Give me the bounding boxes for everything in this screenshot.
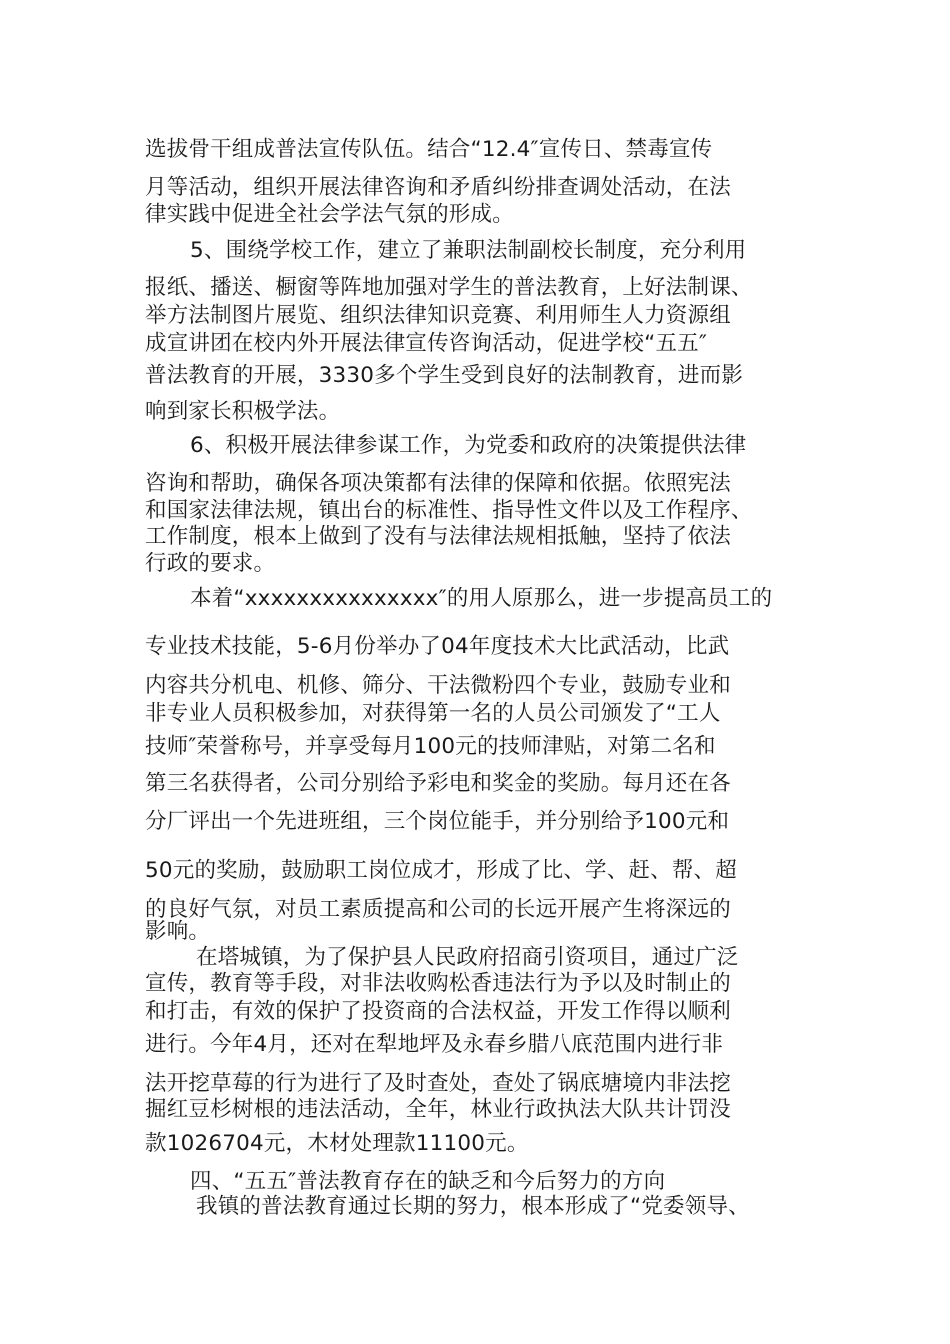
text-line: 宣传，教育等手段，对非法收购松香违法行为予以及时制止的	[145, 971, 731, 996]
text-line: 咨询和帮助，确保各项决策都有法律的保障和依据。依照宪法	[145, 471, 731, 496]
text-line: 5、围绕学校工作，建立了兼职法制副校长制度，充分利用	[190, 238, 747, 263]
text-line: 进行。今年4月，还对在犁地坪及永春乡腊八底范围内进行非	[145, 1032, 724, 1057]
text-line: 普法教育的开展，3330多个学生受到良好的法制教育，进而影	[145, 363, 744, 388]
section-heading: 四、“五五″普法教育存在的缺乏和今后努力的方向	[190, 1169, 666, 1194]
text-line: 的良好气氛，对员工素质提高和公司的长远开展产生将深远的	[145, 897, 731, 922]
text-line: 举方法制图片展览、组织法律知识竞赛、利用师生人力资源组	[145, 303, 731, 328]
text-line: 报纸、播送、橱窗等阵地加强对学生的普法教育，上好法制课、	[145, 275, 753, 300]
text-line: 法开挖草莓的行为进行了及时查处，查处了锅底塘境内非法挖	[145, 1071, 731, 1096]
text-line: 和国家法律法规，镇出台的标准性、指导性文件以及工作程序、	[145, 498, 753, 523]
text-line: 技师″荣誉称号，并享受每月100元的技师津贴，对第二名和	[145, 734, 716, 759]
text-line: 分厂评出一个先进班组，三个岗位能手，并分别给予100元和	[145, 809, 730, 834]
text-line: 律实践中促进全社会学法气氛的形成。	[145, 202, 514, 227]
text-line: 我镇的普法教育通过长期的努力，根本形成了“党委领导、	[196, 1194, 750, 1219]
text-line: 影响。	[145, 919, 211, 944]
text-line: 专业技术技能，5-6月份举办了04年度技术大比武活动，比武	[145, 634, 730, 659]
text-line: 内容共分机电、机修、筛分、干法微粉四个专业，鼓励专业和	[145, 673, 731, 698]
text-line: 和打击，有效的保护了投资商的合法权益，开发工作得以顺利	[145, 999, 731, 1024]
text-line: 第三名获得者，公司分别给予彩电和奖金的奖励。每月还在各	[145, 771, 731, 796]
text-line: 行政的要求。	[145, 551, 276, 576]
text-line: 掘红豆杉树根的违法活动，全年，林业行政执法大队共计罚没	[145, 1097, 731, 1122]
text-line: 50元的奖励，鼓励职工岗位成才，形成了比、学、赶、帮、超	[145, 858, 737, 883]
text-line: 工作制度，根本上做到了没有与法律法规相抵触，坚持了依法	[145, 524, 731, 549]
text-line: 非专业人员积极参加，对获得第一名的人员公司颁发了“工人	[145, 701, 721, 726]
text-line: 选拔骨干组成普法宣传队伍。结合“12.4″宣传日、禁毒宣传	[145, 137, 713, 162]
text-line: 款1026704元，木材处理款11100元。	[145, 1131, 529, 1156]
text-line: 在塔城镇，为了保护县人民政府招商引资项目，通过广泛	[196, 945, 739, 970]
text-line: 响到家长积极学法。	[145, 399, 341, 424]
text-line: 6、积极开展法律参谋工作，为党委和政府的决策提供法律	[190, 433, 747, 458]
text-line: 月等活动，组织开展法律咨询和矛盾纠纷排查调处活动，在法	[145, 175, 731, 200]
text-line: 本着“xxxxxxxxxxxxxxx″的用人原那么，进一步提高员工的	[190, 586, 773, 611]
text-line: 成宣讲团在校内外开展法律宣传咨询活动，促进学校“五五″	[145, 331, 708, 356]
